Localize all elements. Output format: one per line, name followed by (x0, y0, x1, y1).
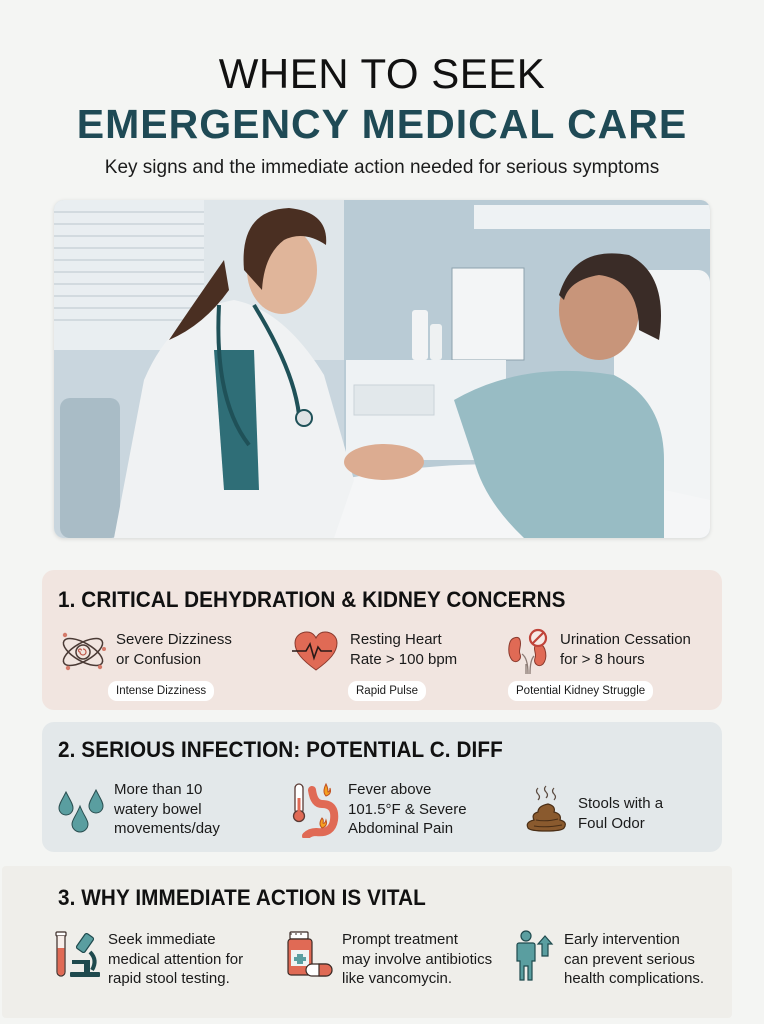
symptom-text: More than 10 (114, 781, 203, 798)
action-text: may involve antibiotics (342, 950, 493, 968)
symptom-text: Abdominal Pain (348, 820, 454, 837)
symptom-text: or Confusion (116, 650, 202, 668)
hero-image (54, 200, 710, 538)
water-drops-icon (58, 788, 106, 841)
symptom-tag: Potential Kidney Struggle (508, 681, 653, 701)
action-text: Seek immediate (108, 931, 216, 948)
symptom-item-foul-stool (526, 784, 663, 837)
symptom-text: movements/day (114, 820, 220, 837)
symptom-text: Foul Odor (578, 814, 645, 832)
thermometer-stomach-fire-icon (292, 782, 340, 843)
kidney-prohibited-icon (506, 628, 552, 681)
symptom-text: watery bowel (114, 800, 202, 818)
page-title-line2: EMERGENCY MEDICAL CARE (76, 101, 688, 147)
page-title-line1: WHEN TO SEEK (218, 50, 546, 97)
section-immediate-action (2, 866, 732, 1018)
symptom-text: Severe Dizziness (116, 631, 232, 648)
person-arrow-up-icon (516, 930, 556, 987)
section-dehydration-kidney (42, 570, 722, 710)
action-text: health complications. (564, 970, 705, 987)
symptom-text: Rate > 100 bpm (350, 650, 458, 668)
action-item-antibiotics (286, 930, 492, 989)
action-item-early-intervention (516, 930, 704, 989)
section-title: 3. WHY IMMEDIATE ACTION IS VITAL (58, 885, 426, 910)
section-title: 2. SERIOUS INFECTION: POTENTIAL C. DIFF (58, 737, 503, 762)
page-subtitle: Key signs and the immediate action needed for serious symptoms (104, 157, 660, 178)
symptom-tag: Rapid Pulse (348, 681, 426, 701)
symptom-text: Fever above (348, 781, 432, 798)
action-text: rapid stool testing. (108, 970, 230, 987)
symptom-text: Stools with a (578, 795, 664, 812)
action-text: Early intervention (564, 931, 680, 948)
action-text: medical attention for (108, 950, 244, 968)
action-text: like vancomycin. (342, 970, 453, 987)
symptom-text: Resting Heart (350, 631, 442, 648)
test-tube-microscope-icon (54, 930, 102, 983)
symptom-item-fever-pain (292, 780, 467, 843)
symptom-text: for > 8 hours (560, 650, 645, 668)
symptom-text: Urination Cessation (560, 631, 691, 648)
action-text: Prompt treatment (342, 931, 458, 948)
section-c-diff-infection (42, 722, 722, 852)
stool-odor-icon (526, 784, 568, 837)
heart-pulse-icon (292, 630, 340, 679)
dizziness-orbit-icon (58, 630, 108, 679)
symptom-item-urination (506, 628, 691, 681)
symptom-item-watery-bowel (58, 780, 220, 841)
action-text: can prevent serious (564, 950, 695, 968)
symptom-item-dizziness (58, 630, 232, 679)
symptom-text: 101.5°F & Severe (348, 800, 467, 818)
symptom-item-heart-rate (292, 630, 457, 679)
section-title: 1. CRITICAL DEHYDRATION & KIDNEY CONCERNS (58, 587, 566, 612)
action-item-stool-testing (54, 930, 243, 989)
medicine-bottle-pill-icon (286, 930, 334, 983)
symptom-tag: Intense Dizziness (108, 681, 214, 701)
